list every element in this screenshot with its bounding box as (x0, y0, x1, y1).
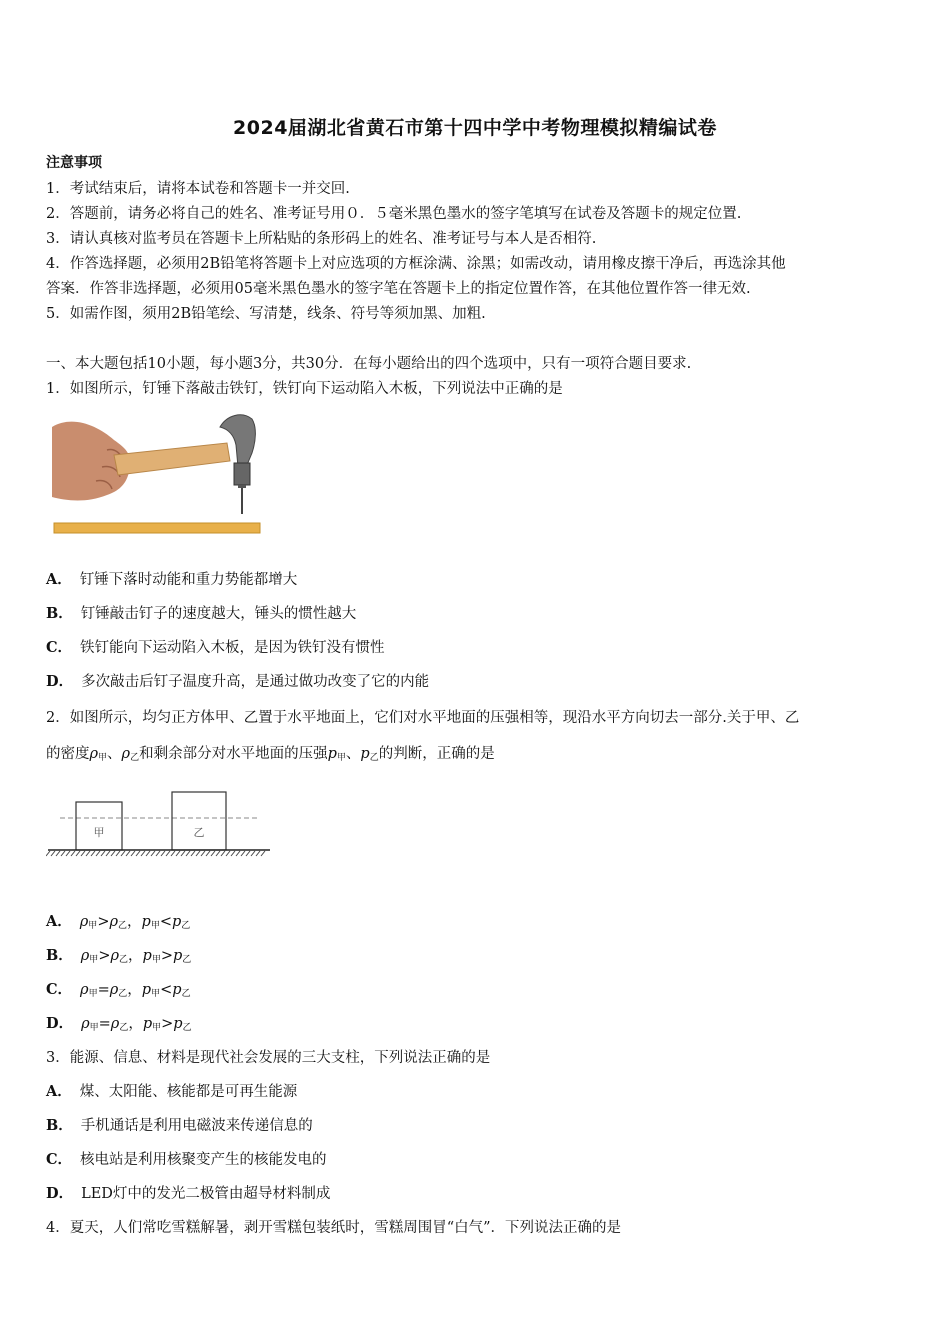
notice-item: 3．请认真核对监考员在答题卡上所粘贴的条形码上的姓名、准考证号与本人是否相符. (46, 231, 597, 247)
wooden-board (54, 523, 260, 533)
hammer-handle (114, 443, 230, 475)
cube-yi (172, 792, 226, 850)
hammer-nail-figure (52, 405, 262, 540)
q1-option: C． 铁钉能向下运动陷入木板，是因为铁钉没有惯性 (46, 639, 385, 656)
notice-heading: 注意事项 (46, 155, 102, 171)
question-4-stem: 4．夏天，人们常吃雪糕解暑，剥开雪糕包装纸时，雪糕周围冒“白气”．下列说法正确的是 (46, 1220, 622, 1236)
q3-option: D． LED灯中的发光二极管由超导材料制成 (46, 1185, 331, 1202)
cube-yi-label: 乙 (193, 826, 205, 839)
q2-option: D． $\rho_甲=\rho_乙$，$p_甲>p_乙$ (46, 1015, 192, 1033)
q1-option: A． 钉锤下落时动能和重力势能都增大 (46, 571, 298, 588)
notice-item: 1．考试结束后，请将本试卷和答题卡一并交回. (46, 181, 350, 197)
q2-option: C． $\rho_甲=\rho_乙$，$p_甲<p_乙$ (46, 981, 191, 999)
q3-option: B． 手机通话是利用电磁波来传递信息的 (46, 1117, 313, 1134)
nail (241, 488, 243, 514)
question-1-stem: 1．如图所示，钉锤下落敲击铁钉，铁钉向下运动陷入木板，下列说法中正确的是 (46, 381, 563, 397)
question-2-stem-line2: 的密度$\rho_甲$、$\rho_乙$和剩余部分对水平地面的压强$p_甲$、$p_乙$的判断，正确的是 (46, 746, 495, 763)
q2-option: B． $\rho_甲>\rho_乙$，$p_甲>p_乙$ (46, 947, 192, 965)
question-3-stem: 3．能源、信息、材料是现代社会发展的三大支柱，下列说法正确的是 (46, 1050, 491, 1066)
section-heading: 一、本大题包括10小题，每小题3分，共30分．在每小题给出的四个选项中，只有一项符合题目要求. (46, 356, 692, 372)
ground-hatch (46, 851, 265, 856)
notice-item: 2．答题前，请务必将自己的姓名、准考证号用０．５毫米黑色墨水的签字笔填写在试卷及答题卡的规定位置. (46, 206, 742, 222)
q3-option: A． 煤、太阳能、核能都是可再生能源 (46, 1083, 298, 1100)
q1-option: D． 多次敲击后钉子温度升高，是通过做功改变了它的内能 (46, 673, 430, 690)
notice-item: 5．如需作图，须用2B铅笔绘、写清楚，线条、符号等须加黑、加粗. (46, 306, 486, 322)
question-2-stem: 2．如图所示，均匀正方体甲、乙置于水平地面上，它们对水平地面的压强相等，现沿水平方向切去一部分.关于甲、乙 (46, 710, 800, 726)
q2-option: A． $\rho_甲>\rho_乙$，$p_甲<p_乙$ (46, 913, 191, 931)
q3-option: C． 核电站是利用核聚变产生的核能发电的 (46, 1151, 327, 1168)
cube-jia-label: 甲 (93, 826, 105, 839)
cubes-figure (46, 788, 276, 860)
notice-item: 4．作答选择题，必须用2B铅笔将答题卡上对应选项的方框涂满、涂黑；如需改动，请用橡皮擦干净后，再选涂其他 (46, 256, 786, 272)
page-title: 2024届湖北省黄石市第十四中学中考物理模拟精编试卷 (233, 117, 717, 139)
q1-option: B． 钉锤敲击钉子的速度越大，锤头的惯性越大 (46, 605, 357, 622)
notice-item: 答案．作答非选择题，必须用05毫米黑色墨水的签字笔在答题卡上的指定位置作答，在其他位置作答一律无效. (46, 281, 751, 297)
